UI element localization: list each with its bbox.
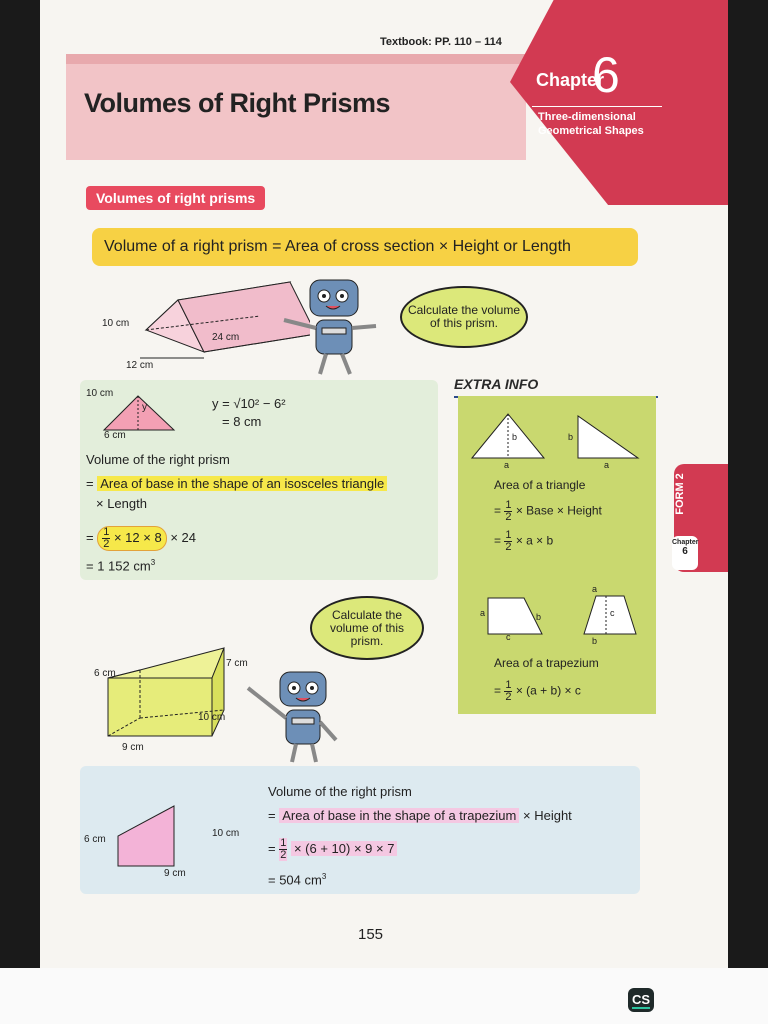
example1-step1b: × Length xyxy=(96,496,147,511)
formula-box: Volume of a right prism = Area of cross section × Height or Length xyxy=(92,228,638,266)
step1-highlight: Area of base in the shape of a trapezium xyxy=(279,808,519,823)
label-10cm: 10 cm xyxy=(198,712,226,723)
tri-b1: b xyxy=(512,432,518,442)
label-base-12cm: 12 cm xyxy=(126,360,154,371)
trap-b2: b xyxy=(592,636,598,646)
extra-info-panel xyxy=(458,396,656,714)
frac-num: 1 xyxy=(280,837,287,849)
trapezium-base-diagram xyxy=(108,802,208,876)
trap-c2: c xyxy=(610,608,615,618)
label-length-24cm: 24 cm xyxy=(212,332,240,343)
step1-suffix: × Height xyxy=(523,808,572,823)
fraction-half xyxy=(504,530,512,553)
step2-paren xyxy=(97,526,166,551)
frac-num: 1 xyxy=(505,499,512,511)
fraction-half xyxy=(504,500,512,523)
step1-highlight: Area of base in the shape of an isosceles triangle xyxy=(97,476,387,491)
example2-title: Volume of the right prism xyxy=(268,784,412,799)
trapezium-heading: Area of a trapezium xyxy=(494,656,599,670)
side-chapter-badge xyxy=(672,536,698,570)
textbook-page xyxy=(40,0,728,968)
small-tri-side: 10 cm xyxy=(86,388,114,399)
frac-num: 1 xyxy=(103,526,110,538)
trap-a2: a xyxy=(592,584,598,594)
chapter-subtitle: Three-dimensional Geometrical Shapes xyxy=(538,111,644,137)
tri-a2: a xyxy=(604,460,610,470)
example2-working xyxy=(80,766,640,894)
y-result: = 8 cm xyxy=(222,414,262,429)
step2-suffix: × 24 xyxy=(170,529,196,545)
frac-den: 2 xyxy=(280,849,287,861)
extra-info-title: EXTRA INFO xyxy=(454,376,539,392)
trapezium-step xyxy=(494,680,581,703)
chapter-divider xyxy=(532,106,662,107)
textbook-reference: Textbook: PP. 110 – 114 xyxy=(380,36,502,48)
result-text: = 1 152 cm xyxy=(86,558,151,574)
example1-step2 xyxy=(86,526,196,551)
y-equation: y = √10² − 6² xyxy=(212,396,286,411)
tri-step2-text: × a × b xyxy=(515,533,554,548)
fraction-half xyxy=(102,527,110,550)
frac-den: 2 xyxy=(505,691,512,703)
tri-b2: b xyxy=(568,432,574,442)
robot-mascot-2 xyxy=(236,664,346,764)
eq-sign: = xyxy=(494,683,502,698)
step2-prefix: = xyxy=(268,840,276,856)
trap-a1: a xyxy=(480,608,486,618)
chapter-word: Chapter xyxy=(536,70,605,90)
small-label-6cm: 6 cm xyxy=(84,834,106,845)
speech-bubble-1: Calculate the volume of this prism. xyxy=(400,286,528,348)
step1-prefix: = xyxy=(86,476,94,491)
frac-den: 2 xyxy=(505,511,512,523)
result-exp: 3 xyxy=(321,872,327,881)
frac-den: 2 xyxy=(103,538,110,550)
label-side-10cm: 10 cm xyxy=(102,318,130,329)
side-chapter-num: 6 xyxy=(682,546,688,557)
label-7cm: 7 cm xyxy=(226,658,248,669)
small-label-9cm: 9 cm xyxy=(164,868,186,879)
label-6cm: 6 cm xyxy=(94,668,116,679)
result-exp: 3 xyxy=(150,558,156,567)
small-tri-base: 6 cm xyxy=(104,430,126,441)
fraction-half xyxy=(504,680,512,703)
frac-den: 2 xyxy=(505,541,512,553)
example1-title: Volume of the right prism xyxy=(86,452,230,467)
result-text: = 504 cm xyxy=(268,872,322,888)
example1-step1 xyxy=(86,476,387,491)
step2-inner: × 12 × 8 xyxy=(113,529,162,545)
frac-num: 1 xyxy=(505,529,512,541)
tri-a1: a xyxy=(504,460,510,470)
triangle-heading: Area of a triangle xyxy=(494,478,586,492)
triangle-step2 xyxy=(494,530,553,553)
example2-result xyxy=(268,872,326,887)
fraction-half xyxy=(279,838,287,861)
eq-sign: = xyxy=(494,503,502,518)
trap-b1: b xyxy=(536,612,542,622)
side-chapter-word: Chapter xyxy=(672,539,699,546)
example1-result xyxy=(86,558,155,573)
example2-step2 xyxy=(268,838,397,861)
speech-bubble-2: Calculate the volume of this prism. xyxy=(310,596,424,660)
step2-text: × (6 + 10) × 9 × 7 xyxy=(291,841,397,856)
step2-prefix: = xyxy=(86,529,94,545)
page-title: Volumes of Right Prisms xyxy=(84,88,391,118)
camscanner-logo: CS xyxy=(628,988,654,1012)
step1-prefix: = xyxy=(268,808,276,823)
section-tag: Volumes of right prisms xyxy=(86,186,265,210)
example2-step1 xyxy=(268,808,572,823)
triangle-step1 xyxy=(494,500,602,523)
triangle-figures xyxy=(468,406,648,468)
form-label: FORM 2 xyxy=(674,473,686,515)
trap-c1: c xyxy=(506,632,511,642)
chapter-number: 6 xyxy=(592,47,620,103)
frac-num: 1 xyxy=(505,679,512,691)
tri-step1-text: × Base × Height xyxy=(515,503,602,518)
page-number: 155 xyxy=(358,926,384,943)
example1-working xyxy=(80,380,438,580)
trap-step-text: × (a + b) × c xyxy=(515,683,581,698)
label-9cm: 9 cm xyxy=(122,742,144,753)
small-tri-y: y xyxy=(142,402,147,413)
robot-mascot-1 xyxy=(276,276,396,380)
eq-sign: = xyxy=(494,533,502,548)
small-label-10cm: 10 cm xyxy=(212,828,240,839)
